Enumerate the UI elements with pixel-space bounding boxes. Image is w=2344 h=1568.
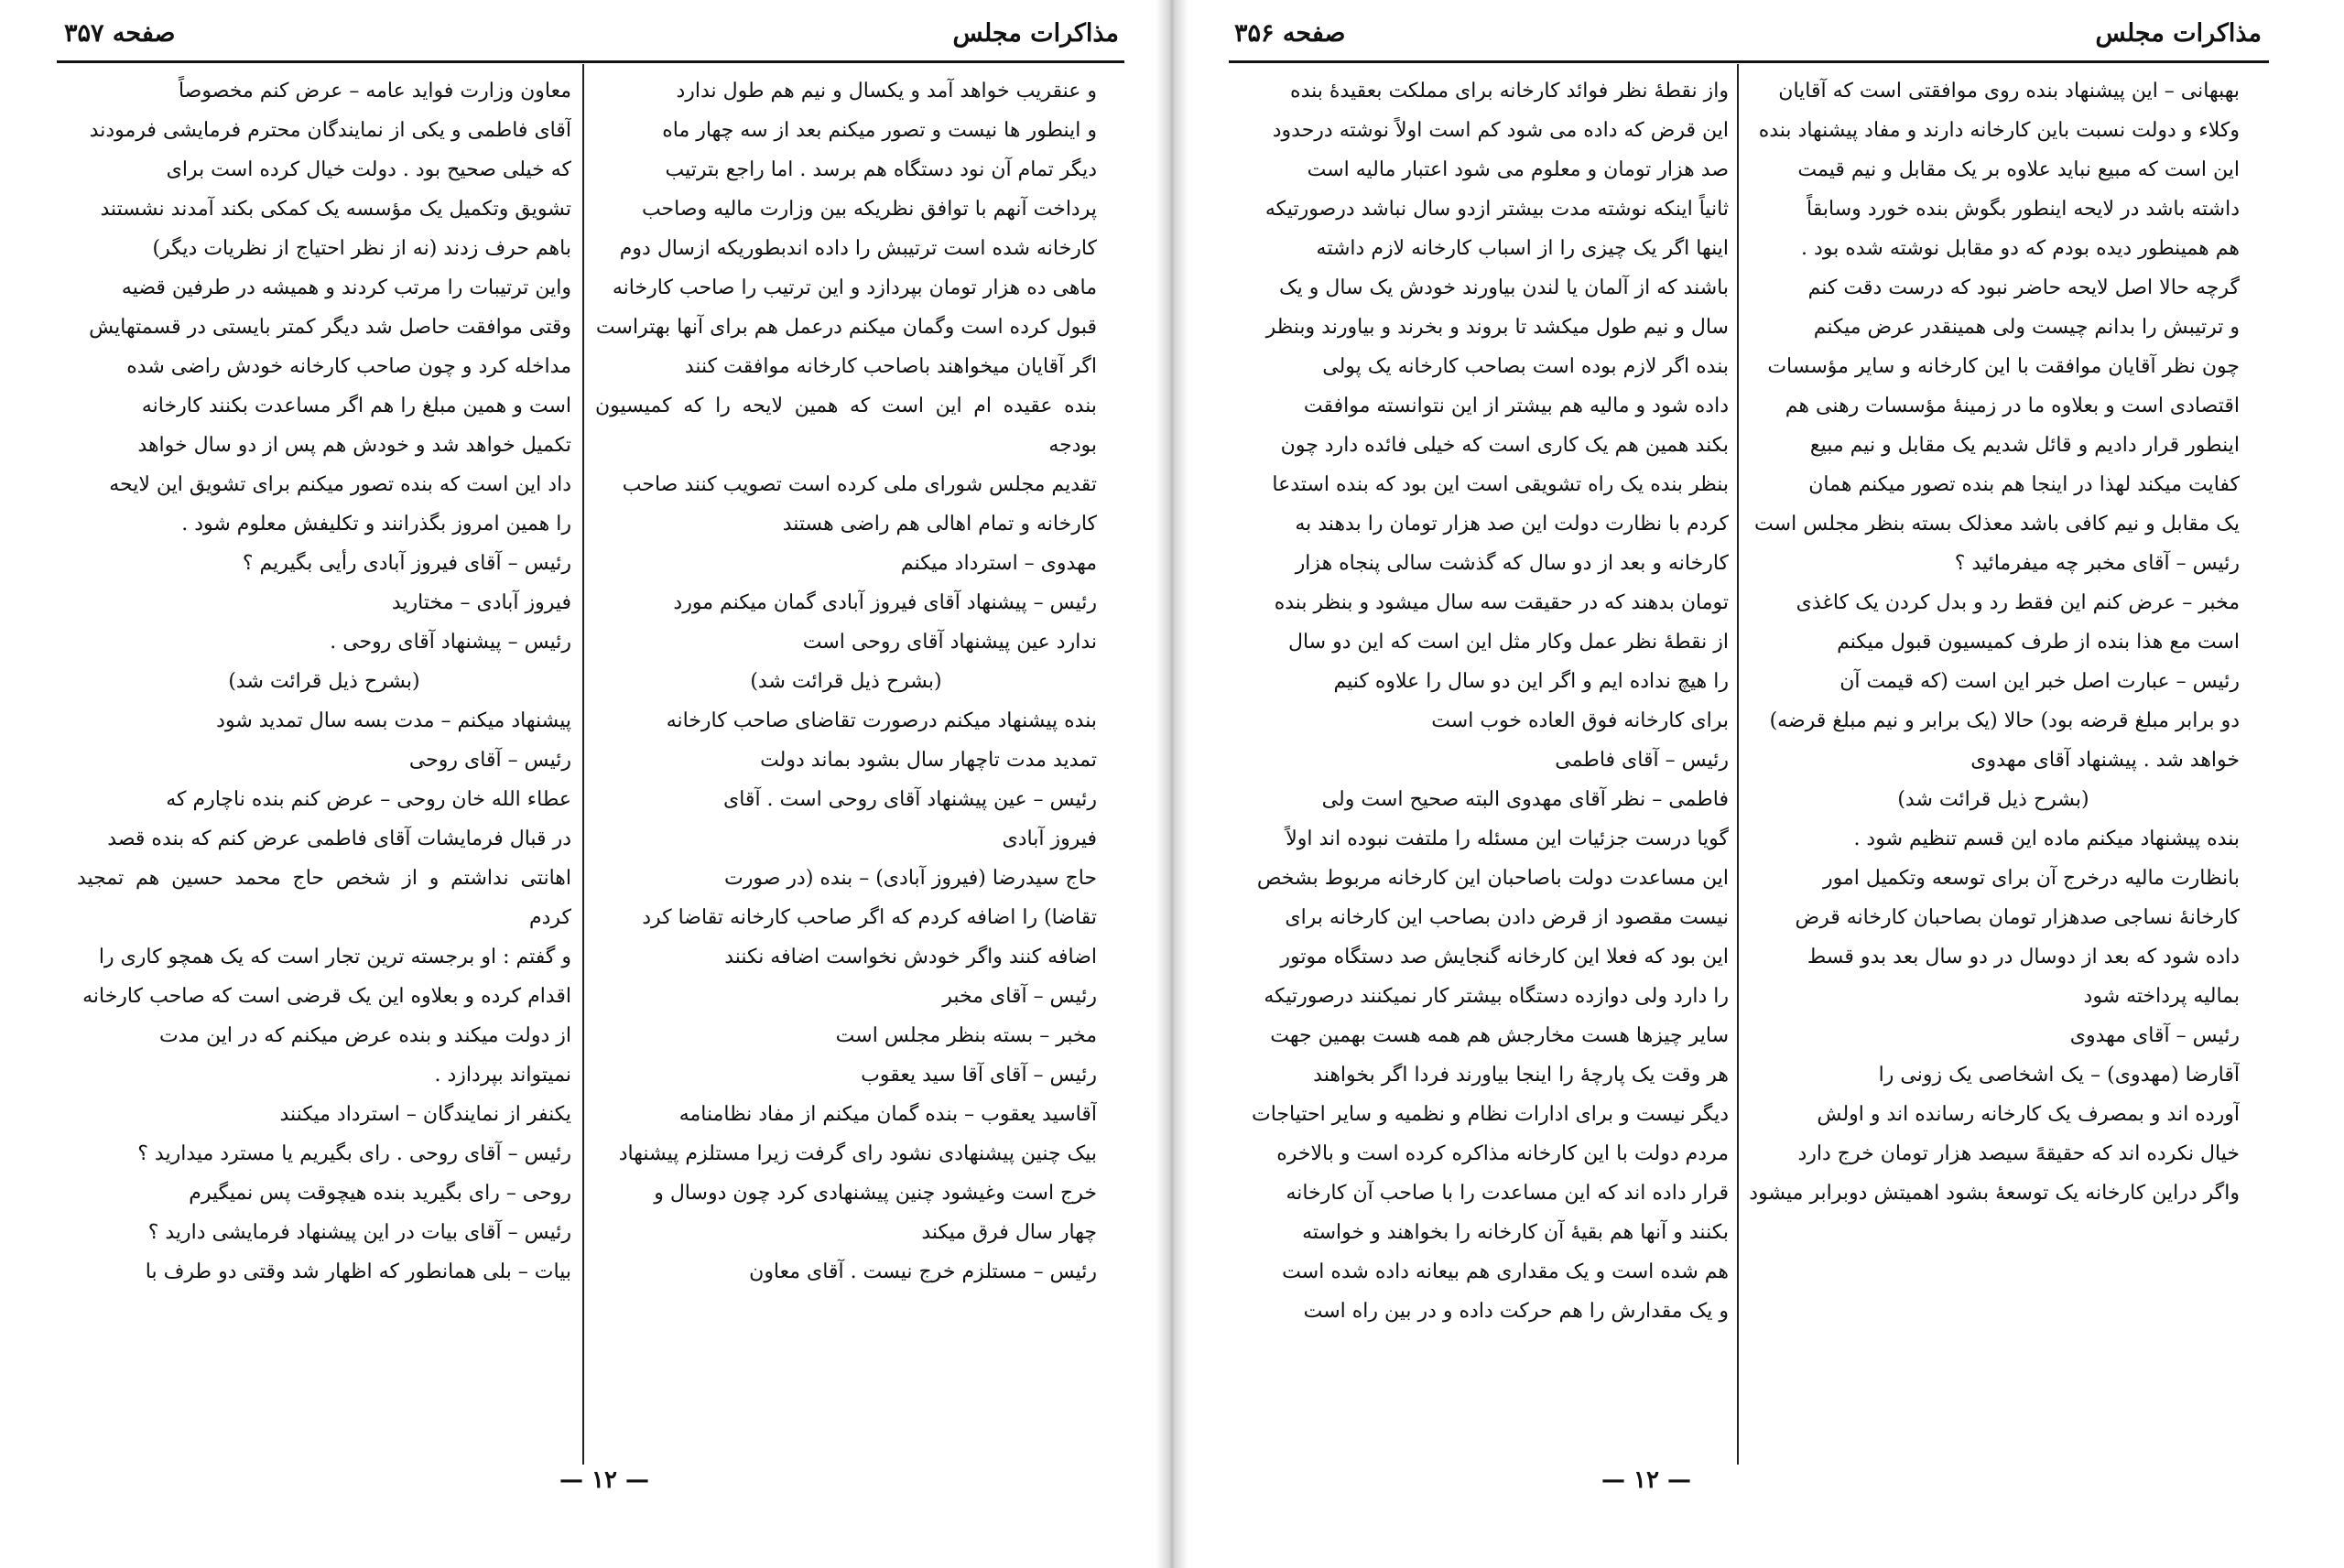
text-line: پرداخت آنهم با توافق نظریکه بین وزارت مالیه وصاحب [641,198,1097,221]
text-line: صد هزار تومان و معلوم می شود اعتبار مالیه است [1307,158,1729,181]
text-line: داده شود و مالیه هم بیشتر از این نتوانسته موافقت [1303,395,1729,417]
column-separator [582,64,584,1465]
text-line: رئیس – آقای فاطمی [1555,749,1729,772]
text-line: واین ترتیبات را مرتب کردند و همیشه در طرفین قضیه [121,276,571,299]
text-line: رئیس – آقای روحی [408,749,571,772]
text-line: روحی – رای بگیرید بنده هیچوقت پس نمیگیرم [189,1182,571,1205]
text-line: بنده اگر لازم بوده است بصاحب کارخانه یک پولی [1322,355,1729,378]
text-line: بنده عقیده ام این است که همین لایحه را که کمیسیون بودجه [595,395,1097,457]
text-line: رئیس – آقای فیروز آبادی رأیی بگیریم ؟ [242,552,571,575]
text-line: رئیس – پیشنهاد آقای روحی . [330,631,571,654]
text-line: برای کارخانه فوق العاده خوب است [1431,709,1729,732]
text-line: رئیس – آقای مخبر چه میفرمائید ؟ [1954,552,2240,575]
text-line: را هیچ نداده ایم و اگر این دو سال را علاوه کنیم [1333,670,1729,693]
page-356 [1188,0,2344,1568]
text-line: اقتصادی است و بعلاوه ما در زمینهٔ مؤسسات رهنی هم [1785,395,2240,417]
text-line: خواهد شد . پیشنهاد آقای مهدوی [1970,749,2240,772]
text-line: و عنقریب خواهد آمد و یکسال و نیم هم طول ندارد [676,80,1097,103]
text-line: رئیس – پیشنهاد آقای فیروز آبادی گمان میکنم مورد [673,591,1097,614]
text-line: بیک چنین پیشنهادی نشود رای گرفت زیرا مستلزم پیشنهاد [618,1142,1097,1165]
header-rule [57,60,1124,63]
text-line: کفایت میکند لهذا در اینجا هم بنده تصور میکنم همان [1808,473,2240,496]
text-line: مخبر – عرض کنم این فقط رد و بدل کردن یک کاغذی [1796,591,2240,614]
text-line: بکنند و آنها هم بقیهٔ آن کارخانه را بخواهند و خواسته [1302,1221,1729,1244]
text-line: (بشرح ذیل قرائت شد) [750,670,942,693]
text-line: رئیس – آقای بیات در این پیشنهاد فرمایشی دارید ؟ [147,1221,571,1244]
text-line: و اینطور ها نیست و تصور میکنم بعد از سه چهار ماه [662,119,1097,142]
text-line: اینطور قرار دادیم و قائل شدیم یک مقابل و نیم مبیع [1809,434,2240,457]
text-line: خیال نکرده اند که حقیقهً سیصد هزار تومان خرج دارد [1797,1142,2240,1165]
text-line: مهدوی – استرداد میکنم [900,552,1097,575]
page-357 [0,0,1156,1568]
text-line: و گفتم : او برجسته ترین تجار است که یک همچو کاری را [98,946,571,968]
text-line: تقاضا) را اضافه کردم که اگر صاحب کارخانه تقاضا کرد [642,906,1097,929]
text-line: و ترتیبش را بدانم چیست ولی همینقدر عرض میکنم [1813,316,2240,339]
text-line: کارخانه و تمام اهالی هم راضی هستند [782,513,1097,535]
text-line: را همین امروز بگذرانند و تکلیفش معلوم شود . [181,513,571,535]
text-line: فیروز آبادی – مختارید [391,591,571,614]
text-line: ثانیاً اینکه نوشته مدت بیشتر ازدو سال نباشد درصورتیکه [1264,198,1729,221]
text-line: تشویق وتکمیل یک مؤسسه یک کمکی بکند آمدند نشستند [100,198,571,221]
text-line: (بشرح ذیل قرائت شد) [1897,788,2089,811]
text-line: واگر دراین کارخانه یک توسعهٔ بشود اهمیتش دوبرابر میشود [1749,1182,2240,1205]
text-line: اقدام کرده و بعلاوه این یک قرضی است که صاحب کارخانه [82,985,571,1008]
text-line: نیست مقصود از قرض دادن بصاحب این کارخانه برای [1285,906,1729,929]
text-line: رئیس – عبارت اصل خبر این است (که قیمت آن [1839,670,2240,693]
text-line: واز نقطهٔ نظر فوائد کارخانه برای مملکت بعقیدهٔ بنده [1290,80,1729,103]
text-line: گویا درست جزئیات این مسئله را ملتفت نبوده اند اولاً [1286,827,1729,850]
text-line: سایر چیزها هست مخارجش هم همه هست بهمین جهت [1270,1024,1729,1047]
text-line: فیروز آبادی [1002,827,1097,850]
text-line: یک مقابل و نیم کافی باشد معذلک بسته بنظر مجلس است [1754,513,2240,535]
text-line: بهبهانی – این پیشنهاد بنده روی موافقتی است که آقایان [1778,80,2240,103]
text-line: رئیس – آقای مهدوی [2069,1024,2240,1047]
text-line: بمالیه پرداخته شود [2083,985,2240,1008]
text-line: مردم دولت با این کارخانه مذاکره کرده است و بالاخره [1276,1142,1729,1165]
text-line: رئیس – مستلزم خرج نیست . آقای معاون [749,1260,1097,1283]
text-line: کارخانهٔ نساجی صدهزار تومان بصاحبان کارخانه قرض [1795,906,2240,929]
text-line: این مساعدت دولت باصاحبان این کارخانه مربوط بشخص [1256,867,1729,890]
text-line: اهانتی نداشتم و از شخص حاج محمد حسین هم تمجید کردم [77,867,571,929]
text-line: آقارضا (مهدوی) – یک اشخاصی یک زونی را [1878,1064,2240,1087]
text-line: است مع هذا بنده از طرف کمیسیون قبول میکنم [1837,631,2240,654]
column-left [77,71,571,1454]
text-line: فاطمی – نظر آقای مهدوی البته صحیح است ولی [1321,788,1729,811]
text-line: باشند که از آلمان یا لندن بیاورند خودش یک سال و یک [1278,276,1729,299]
text-line: اضافه کنند واگر خودش نخواست اضافه نکنند [724,946,1097,968]
text-line: یکنفر از نمایندگان – استرداد میکنند [279,1103,571,1126]
text-line: باهم حرف زدند (نه از نظر احتیاج از نظریات دیگر) [152,237,571,260]
page-header [1234,5,2262,60]
text-line: این بود که فعلا این کارخانه گنجایش صد دستگاه موتور [1280,946,1729,968]
text-line: وکلاء و دولت نسبت باین کارخانه دارند و مفاد پیشنهاد بنده [1758,119,2240,142]
column-left [1234,71,1729,1454]
text-line: (بشرح ذیل قرائت شد) [228,670,420,693]
text-line: سال و نیم طول میکشد تا بروند و بخرند و بیاورند وبنظر [1265,316,1729,339]
text-line: دو برابر مبلغ قرضه بود) حالا (یک برابر و نیم مبلغ قرضه) [1769,709,2240,732]
text-line: کارخانه و بعد از دو سال که گذشت سالی پنجاه هزار [1295,552,1729,575]
text-line: رئیس – آقای آقا سید یعقوب [861,1064,1097,1087]
text-line: نمیتواند بپردازد . [434,1064,571,1087]
text-line: چهار سال فرق میکند [921,1221,1097,1244]
text-line: هم شده است و یک مقداری هم بیعانه داده شده است [1282,1260,1729,1283]
text-line: بنده پیشنهاد میکنم ماده این قسم تنظیم شود . [1853,827,2240,850]
text-line: هر وقت یک پارچهٔ را اینجا بیاورند فردا اگر بخواهند [1313,1064,1729,1087]
text-line: کردم با نظارت دولت این صد هزار تومان را بدهند به [1295,513,1729,535]
text-line: داده شود که بعد از دوسال در دو سال بعد بدو قسط [1807,946,2240,968]
column-right [595,71,1097,1454]
text-line: تومان بدهند که در حقیقت سه سال میشود و بنظر بنده [1274,591,1729,614]
text-line: ندارد عین پیشنهاد آقای روحی است [802,631,1097,654]
text-line: حاج سیدرضا (فیروز آبادی) – بنده (در صورت [724,867,1097,890]
text-line: اگر آقایان میخواهند باصاحب کارخانه موافقت کنند [684,355,1097,378]
text-line: مداخله کرد و چون صاحب کارخانه خودش راضی شده [126,355,571,378]
header-page-number: صفحه ۳۵۷ [64,18,176,48]
text-line: این است که مبیع نباید علاوه بر یک مقابل و نیم قیمت [1797,158,2240,181]
header-title: مذاکرات مجلس [2095,18,2262,48]
text-line: رئیس – آقای مخبر [942,985,1097,1008]
text-line: داشته باشد در لایحه اینطور بگوش بنده خورد وسابقاً [1807,198,2240,221]
text-line: اینها اگر یک چیزی را از اسباب کارخانه لازم داشته [1316,237,1729,260]
text-line: پیشنهاد میکنم – مدت بسه سال تمدید شود [216,709,571,732]
text-line: ماهی ده هزار تومان بپردازد و این ترتیب را صاحب کارخانه [612,276,1097,299]
footer-page-number: — ۱۲ — [559,1466,650,1494]
text-line: کارخانه شده است ترتیبش را داده اندبطوریکه ازسال دوم [619,237,1097,260]
text-line: مخبر – بسته بنظر مجلس است [835,1024,1097,1047]
text-line: گرچه حالا اصل لایحه حاضر نبود که درست دقت کنم [1807,276,2240,299]
page-header [64,5,1119,60]
text-line: بکند همین هم یک کاری است که خیلی فائده دارد چون [1280,434,1729,457]
text-line: تقدیم مجلس شورای ملی کرده است تصویب کنند صاحب [622,473,1097,496]
column-separator [1737,64,1739,1465]
header-title: مذاکرات مجلس [952,18,1119,48]
text-line: رئیس – آقای روحی . رای بگیریم یا مسترد میدارید ؟ [137,1142,571,1165]
text-line: رئیس – عین پیشنهاد آقای روحی است . آقای [723,788,1097,811]
text-line: تمدید مدت تاچهار سال بشود بماند دولت [760,749,1097,772]
footer-page-number: — ۱۲ — [1601,1466,1692,1494]
text-line: دیگر تمام آن نود دستگاه هم برسد . اما راجع بترتیب [665,158,1097,181]
text-line: در قبال فرمایشات آقای فاطمی عرض کنم که بنده قصد [107,827,571,850]
text-line: از دولت میکند و بنده عرض میکنم که در این مدت [158,1024,571,1047]
header-page-number: صفحه ۳۵۶ [1234,18,1346,48]
text-line: هم همینطور دیده بودم که دو مقابل نوشته شده بود . [1801,237,2240,260]
text-line: وقتی موافقت حاصل شد دیگر کمتر بایستی در قسمتهایش [89,316,571,339]
text-line: بنده پیشنهاد میکنم درصورت تقاضای صاحب کارخانه [666,709,1097,732]
text-line: معاون وزارت فواید عامه – عرض کنم مخصوصاً [178,80,571,103]
text-line: بانظارت مالیه درخرج آن برای توسعه وتکمیل امور [1823,867,2240,890]
text-line: این قرض که داده می شود کم است اولاً نوشته درحدود [1272,119,1729,142]
text-line: تکمیل خواهد شد و خودش هم پس از دو سال خواهد [137,434,571,457]
column-right [1747,71,2240,1454]
text-line: خرج است وغیشود چنین پیشنهادی کرد چون دوسال و [654,1182,1097,1205]
text-line: دیگر نیست و برای ادارات نظام و نظمیه و سایر احتیاجات [1252,1103,1729,1126]
text-line: چون نظر آقایان موافقت با این کارخانه و سایر مؤسسات [1767,355,2240,378]
text-line: بنظر بنده یک راه تشویقی است این بود که بنده استدعا [1272,473,1729,496]
text-line: است و همین مبلغ را هم اگر مساعدت بکنند کارخانه [141,395,571,417]
text-line: را دارد ولی دوازده دستگاه بیشتر کار نمیکنند درصورتیکه [1264,985,1729,1008]
text-line: که خیلی صحیح بود . دولت خیال کرده است برای [166,158,571,181]
text-line: آقاسید یعقوب – بنده گمان میکنم از مفاد نظامنامه [678,1103,1097,1126]
text-line: قبول کرده است وگمان میکنم درعمل هم برای آنها بهتراست [595,316,1097,339]
text-line: آورده اند و بمصرف یک کارخانه رسانده اند و اولش [1817,1103,2240,1126]
text-line: و یک مقدارش را هم حرکت داده و در بین راه است [1303,1300,1729,1323]
text-line: داد این است که بنده تصور میکنم برای تشویق این لایحه [109,473,571,496]
text-line: عطاء الله خان روحی – عرض کنم بنده ناچارم که [166,788,571,811]
text-line: بیات – بلی همانطور که اظهار شد وقتی دو طرف با [145,1260,571,1283]
book-gutter [1156,0,1188,1568]
text-line: از نقطهٔ نظر عمل وکار مثل این است که این دو سال [1287,631,1729,654]
header-rule [1229,60,2269,63]
text-line: قرار داده اند که این مساعدت را با صاحب آن کارخانه [1286,1182,1729,1205]
text-line: آقای فاطمی و یکی از نمایندگان محترم فرمایشی فرمودند [89,119,571,142]
